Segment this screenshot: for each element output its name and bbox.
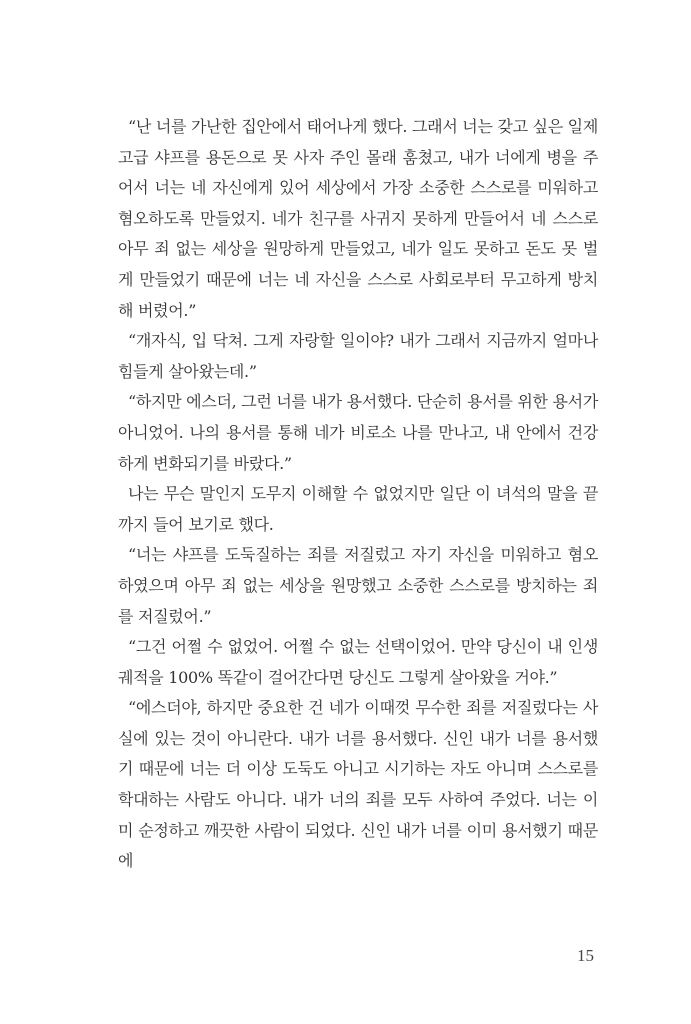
body-text <box>118 112 598 877</box>
paragraph-7: “에스더야, 하지만 중요한 건 네가 이때껏 무수한 죄를 저질렀다는 사실에 있는 것이 아니란다. 내가 너를 용서했다. 신인 내가 너를 용서했기 때문에 너는 더 이상 도둑도 아니고 시기하는 자도 아니며 스스로를 학대하는 사람도 아니다. 내가 너의 죄를 모두 사하여 주었다. 너는 이미 순정하고 깨끗한 사람이 되었다. 신인 내가 너를 이미 용서했기 때문에 <box>118 698 598 871</box>
paragraph-2: “개자식, 입 닥쳐. 그게 자랑할 일이야? 내가 그래서 지금까지 얼마나 힘들게 살아왔는데.” <box>118 331 598 381</box>
paragraph-6: “그건 어쩔 수 없었어. 어쩔 수 없는 선택이었어. 만약 당신이 내 인생 궤적을 100% 똑같이 걸어간다면 당신도 그렇게 살아왔을 거야.” <box>118 637 598 687</box>
paragraph-1: “난 너를 가난한 집안에서 태어나게 했다. 그래서 너는 갖고 싶은 일제 고급 샤프를 용돈으로 못 사자 주인 몰래 훔쳤고, 내가 너에게 병을 주어서 너는 네 자신에게 있어 세상에서 가장 소중한 스스로를 미워하고 혐오하도록 만들었지. 네가 친구를 사귀지 못하게 만들어서 네 스스로 아무 죄 없는 세상을 원망하게 만들었고, 네가 일도 못하고 돈도 못 벌게 만들었기 때문에 너는 네 자신을 스스로 사회로부터 무고하게 방치해 버렸어.” <box>118 117 598 320</box>
paragraph-4: 나는 무슨 말인지 도무지 이해할 수 없었지만 일단 이 녀석의 말을 끝까지 들어 보기로 했다. <box>118 484 598 534</box>
paragraph-3: “하지만 에스더, 그런 너를 내가 용서했다. 단순히 용서를 위한 용서가 아니었어. 나의 용서를 통해 네가 비로소 나를 만나고, 내 안에서 건강하게 변화되기를 바랐다.” <box>118 392 598 473</box>
page-number: 15 <box>577 946 594 965</box>
paragraph-5: “너는 샤프를 도둑질하는 죄를 저질렀고 자기 자신을 미워하고 혐오하였으며 아무 죄 없는 세상을 원망했고 소중한 스스로를 방치하는 죄를 저질렀어.” <box>118 545 598 626</box>
